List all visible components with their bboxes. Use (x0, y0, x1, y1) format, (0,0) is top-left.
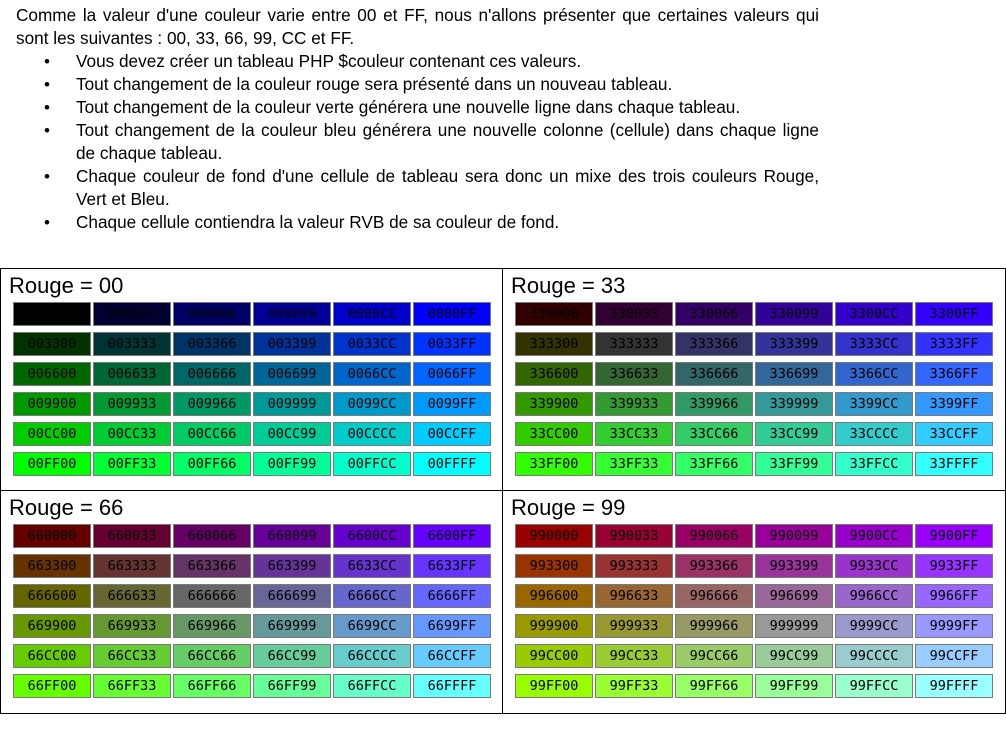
instruction-item: • Tout changement de la couleur bleu générera une nouvelle colonne (cellule) dans chaque ligne de chaque tableau. (16, 119, 819, 165)
color-row (515, 452, 995, 476)
color-cell: 00CC00 (13, 422, 91, 446)
color-cell: 00CC33 (93, 422, 171, 446)
color-row (13, 332, 493, 356)
color-row (515, 674, 995, 698)
color-table (515, 302, 995, 482)
intro-paragraph: Comme la valeur d'une couleur varie entre 00 et FF, nous n'allons présenter que certaines valeurs qui sont les suivantes : 00, 33, 66, 99, CC et FF. (16, 5, 819, 48)
color-row (13, 674, 493, 698)
instruction-item: • Chaque cellule contiendra la valeur RVB de sa couleur de fond. (16, 211, 819, 234)
panel-rouge-99 (503, 491, 1005, 713)
color-cell: 666633 (93, 584, 171, 608)
panel-title: Rouge = 66 (9, 495, 124, 520)
color-row (13, 362, 493, 386)
color-cell: 999966 (675, 614, 753, 638)
color-cell: 66FF66 (173, 674, 251, 698)
color-row (13, 614, 493, 638)
color-cell: 330066 (675, 302, 753, 326)
color-cell: 66FFFF (413, 674, 491, 698)
color-cell: 66FF00 (13, 674, 91, 698)
color-cell: 993333 (595, 554, 673, 578)
color-cell: 00FF00 (13, 452, 91, 476)
color-cell: 66FFCC (333, 674, 411, 698)
color-cell: 99FFFF (915, 674, 993, 698)
color-cell: 336699 (755, 362, 833, 386)
color-cell: 996666 (675, 584, 753, 608)
color-cell: 9900FF (915, 524, 993, 548)
color-row (13, 392, 493, 416)
color-cell: 660099 (253, 524, 331, 548)
color-row (515, 362, 995, 386)
color-cell: 999999 (755, 614, 833, 638)
color-cell: 3333CC (835, 332, 913, 356)
panel-title: Rouge = 99 (511, 495, 626, 520)
color-cell: 660000 (13, 524, 91, 548)
color-row (515, 392, 995, 416)
color-cell: 669999 (253, 614, 331, 638)
color-cell: 99CC00 (515, 644, 593, 668)
color-cell: 99FF99 (755, 674, 833, 698)
color-row (515, 614, 995, 638)
color-cell: 6633CC (333, 554, 411, 578)
color-cell: 330033 (595, 302, 673, 326)
color-cell: 33FFFF (915, 452, 993, 476)
instruction-item: • Chaque couleur de fond d'une cellule de tableau sera donc un mixe des trois couleurs Rouge, Vert et Bleu. (16, 165, 819, 211)
color-cell: 003399 (253, 332, 331, 356)
color-cell: 9966FF (915, 584, 993, 608)
color-cell: 3399CC (835, 392, 913, 416)
color-cell: 66FF33 (93, 674, 171, 698)
color-cell: 339966 (675, 392, 753, 416)
color-cell: 3333FF (915, 332, 993, 356)
color-cell: 009933 (93, 392, 171, 416)
color-cell: 99CCCC (835, 644, 913, 668)
color-cell: 9933FF (915, 554, 993, 578)
color-cell: 33CC99 (755, 422, 833, 446)
color-row (13, 422, 493, 446)
color-cell: 6666FF (413, 584, 491, 608)
color-cell: 33CCCC (835, 422, 913, 446)
color-cell: 669933 (93, 614, 171, 638)
color-cell: 6699FF (413, 614, 491, 638)
color-cell: 0000CC (333, 302, 411, 326)
color-cell: 006600 (13, 362, 91, 386)
color-cell: 9966CC (835, 584, 913, 608)
color-cell: 33FF99 (755, 452, 833, 476)
color-table (515, 524, 995, 704)
color-cell: 6633FF (413, 554, 491, 578)
instruction-item: • Vous devez créer un tableau PHP $couleur contenant ces valeurs. (16, 50, 819, 73)
color-cell: 993366 (675, 554, 753, 578)
color-cell: 00FFFF (413, 452, 491, 476)
panel-rouge-66 (1, 491, 503, 713)
color-cell: 663333 (93, 554, 171, 578)
color-cell: 6600FF (413, 524, 491, 548)
color-cell: 993399 (755, 554, 833, 578)
color-cell: 663300 (13, 554, 91, 578)
color-cell: 9900CC (835, 524, 913, 548)
color-row (13, 452, 493, 476)
color-cell: 660033 (93, 524, 171, 548)
color-cell: 3300CC (835, 302, 913, 326)
color-cell: 0099FF (413, 392, 491, 416)
color-cell: 330000 (515, 302, 593, 326)
color-cell: 663366 (173, 554, 251, 578)
color-cell: 9933CC (835, 554, 913, 578)
color-cell: 00CC66 (173, 422, 251, 446)
color-row (13, 554, 493, 578)
color-cell: 9999CC (835, 614, 913, 638)
color-cell: 00CC99 (253, 422, 331, 446)
color-cell: 999900 (515, 614, 593, 638)
color-cell: 00CCCC (333, 422, 411, 446)
color-cell: 33CC33 (595, 422, 673, 446)
color-cell: 0066CC (333, 362, 411, 386)
color-cell: 336600 (515, 362, 593, 386)
color-cell: 6600CC (333, 524, 411, 548)
color-cell: 66CCFF (413, 644, 491, 668)
panel-title: Rouge = 33 (511, 273, 626, 298)
color-tables-grid (0, 268, 1006, 714)
color-cell: 66FF99 (253, 674, 331, 698)
color-cell: 339900 (515, 392, 593, 416)
color-cell: 66CC33 (93, 644, 171, 668)
color-cell: 00FF33 (93, 452, 171, 476)
color-cell: 99CCFF (915, 644, 993, 668)
instruction-list (16, 50, 819, 234)
color-cell: 66CCCC (333, 644, 411, 668)
color-cell: 006699 (253, 362, 331, 386)
color-cell: 9999FF (915, 614, 993, 638)
color-cell: 009999 (253, 392, 331, 416)
color-cell: 3366CC (835, 362, 913, 386)
color-cell: 0033FF (413, 332, 491, 356)
color-cell: 99CC33 (595, 644, 673, 668)
color-cell: 6666CC (333, 584, 411, 608)
color-cell: 3366FF (915, 362, 993, 386)
color-row (515, 422, 995, 446)
color-row (13, 302, 493, 326)
color-row (515, 524, 995, 548)
color-cell: 33FF66 (675, 452, 753, 476)
color-cell: 336666 (675, 362, 753, 386)
instruction-item: • Tout changement de la couleur verte générera une nouvelle ligne dans chaque tableau. (16, 96, 819, 119)
color-row (13, 584, 493, 608)
color-row (515, 332, 995, 356)
color-cell: 000066 (173, 302, 251, 326)
color-cell: 660066 (173, 524, 251, 548)
color-cell: 666600 (13, 584, 91, 608)
color-row (515, 554, 995, 578)
color-cell: 999933 (595, 614, 673, 638)
color-cell: 66CC99 (253, 644, 331, 668)
color-cell: 006633 (93, 362, 171, 386)
color-cell: 3399FF (915, 392, 993, 416)
intro-text (16, 4, 819, 234)
color-cell: 669900 (13, 614, 91, 638)
color-cell: 996699 (755, 584, 833, 608)
color-cell: 33FF00 (515, 452, 593, 476)
color-cell: 0000FF (413, 302, 491, 326)
color-row (13, 524, 493, 548)
color-cell: 330099 (755, 302, 833, 326)
color-cell: 33CC66 (675, 422, 753, 446)
color-cell: 99FF33 (595, 674, 673, 698)
color-cell: 0033CC (333, 332, 411, 356)
color-cell: 99CC99 (755, 644, 833, 668)
color-row (515, 584, 995, 608)
color-cell: 339999 (755, 392, 833, 416)
color-cell: 99FF66 (675, 674, 753, 698)
color-cell: 66CC00 (13, 644, 91, 668)
color-table (13, 524, 493, 704)
color-cell: 00FF66 (173, 452, 251, 476)
color-cell: 00FF99 (253, 452, 331, 476)
color-cell: 66CC66 (173, 644, 251, 668)
color-cell: 333366 (675, 332, 753, 356)
color-cell: 339933 (595, 392, 673, 416)
color-cell: 333399 (755, 332, 833, 356)
color-cell: 0099CC (333, 392, 411, 416)
color-row (515, 644, 995, 668)
color-cell: 669966 (173, 614, 251, 638)
color-cell: 33CCFF (915, 422, 993, 446)
color-cell: 006666 (173, 362, 251, 386)
color-cell: 00CCFF (413, 422, 491, 446)
color-cell: 99FF00 (515, 674, 593, 698)
panel-title: Rouge = 00 (9, 273, 124, 298)
color-cell: 000000 (13, 302, 91, 326)
panel-rouge-00 (1, 269, 503, 491)
color-row (13, 644, 493, 668)
color-cell: 990099 (755, 524, 833, 548)
color-cell: 003300 (13, 332, 91, 356)
color-cell: 333300 (515, 332, 593, 356)
color-cell: 336633 (595, 362, 673, 386)
color-cell: 666666 (173, 584, 251, 608)
color-cell: 33CC00 (515, 422, 593, 446)
color-cell: 333333 (595, 332, 673, 356)
color-cell: 0066FF (413, 362, 491, 386)
color-cell: 009900 (13, 392, 91, 416)
color-cell: 33FF33 (595, 452, 673, 476)
color-cell: 990000 (515, 524, 593, 548)
color-cell: 990066 (675, 524, 753, 548)
color-cell: 990033 (595, 524, 673, 548)
color-cell: 996600 (515, 584, 593, 608)
panel-rouge-33 (503, 269, 1005, 491)
color-row (515, 302, 995, 326)
color-cell: 000099 (253, 302, 331, 326)
color-cell: 6699CC (333, 614, 411, 638)
color-cell: 009966 (173, 392, 251, 416)
instruction-item: • Tout changement de la couleur rouge sera présenté dans un nouveau tableau. (16, 73, 819, 96)
color-cell: 663399 (253, 554, 331, 578)
color-cell: 33FFCC (835, 452, 913, 476)
color-cell: 00FFCC (333, 452, 411, 476)
color-cell: 993300 (515, 554, 593, 578)
color-cell: 666699 (253, 584, 331, 608)
color-table (13, 302, 493, 482)
color-cell: 3300FF (915, 302, 993, 326)
color-cell: 99CC66 (675, 644, 753, 668)
color-cell: 003366 (173, 332, 251, 356)
color-cell: 003333 (93, 332, 171, 356)
color-cell: 000033 (93, 302, 171, 326)
color-cell: 996633 (595, 584, 673, 608)
color-cell: 99FFCC (835, 674, 913, 698)
